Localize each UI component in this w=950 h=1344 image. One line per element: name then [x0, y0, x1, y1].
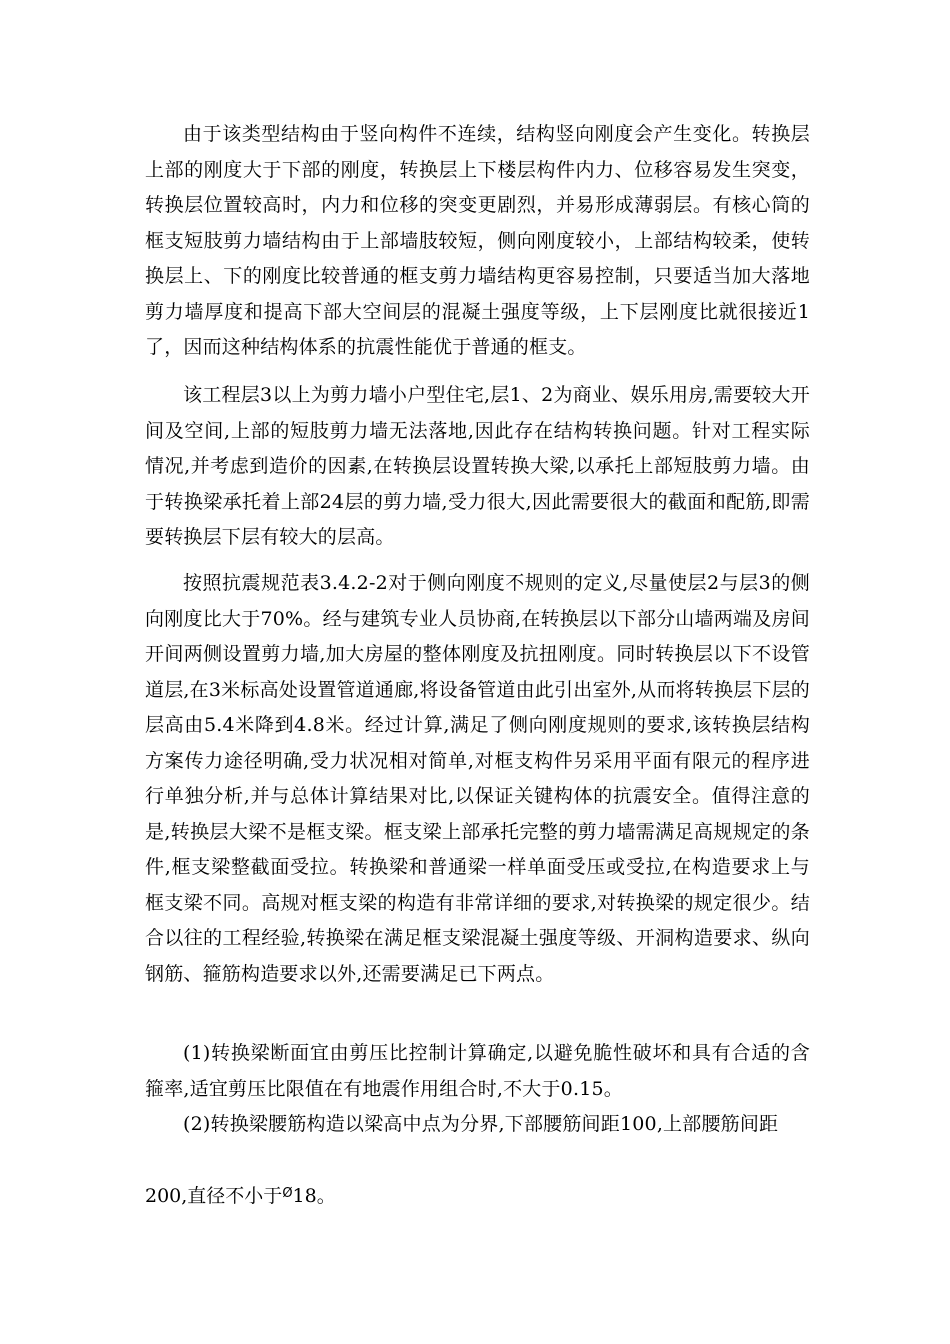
tail-text-end: 18。: [292, 1185, 336, 1207]
paragraph-project-overview: 该工程层3以上为剪力墙小户型住宅,层1、2为商业、娱乐用房,需要较大开间及空间,上部的短肢剪力墙无法落地,因此存在结构转换问题。针对工程实际情况,并考虑到造价的因素,在转换层设置转换大梁,以承托上部短肢剪力墙。由于转换梁承托着上部24层的剪力墙,受力很大,因此需要很大的截面和配筋,即需要转换层下层有较大的层高。: [145, 384, 810, 548]
paragraph-point-1: (1)转换梁断面宜由剪压比控制计算确定,以避免脆性破坏和具有合适的含箍率,适宜剪压比限值在有地震作用组合时,不大于0.15。: [145, 1042, 810, 1100]
tail-text-start: 200,直径不小于: [145, 1185, 283, 1207]
paragraph-structure-stiffness: 由于该类型结构由于竖向构件不连续，结构竖向刚度会产生变化。转换层上部的刚度大于下部的刚度，转换层上下楼层构件内力、位移容易发生突变，转换层位置较高时，内力和位移的突变更剧烈，并易形成薄弱层。有核心筒的框支短肢剪力墙结构由于上部墙肢较短，侧向刚度较小，上部结构较柔，使转换层上、下的刚度比较普通的框支剪力墙结构更容易控制，只要适当加大落地剪力墙厚度和提高下部大空间层的混凝土强度等级，上下层刚度比就很接近1了，因而这种结构体系的抗震性能优于普通的框支。: [145, 123, 810, 358]
paragraph-point-2-continuation: [145, 1176, 810, 1215]
paragraph-point-2: (2)转换梁腰筋构造以梁高中点为分界,下部腰筋间距100,上部腰筋间距: [183, 1113, 779, 1135]
diameter-symbol: Ø: [282, 1186, 293, 1201]
paragraph-seismic-code: 按照抗震规范表3.4.2-2对于侧向刚度不规则的定义,尽量使层2与层3的侧向刚度比大于70%。经与建筑专业人员协商,在转换层以下部分山墙两端及房间开间两侧设置剪力墙,加大房屋的整体刚度及抗扭刚度。同时转换层以下不设管道层,在3米标高处设置管道通廊,将设备管道由此引出室外,从而将转换层下层的层高由5.4米降到4.8米。经过计算,满足了侧向刚度规则的要求,该转换层结构方案传力途径明确,受力状况相对简单,对框支构件另采用平面有限元的程序进行单独分析,并与总体计算结果对比,以保证关键构体的抗震安全。值得注意的是,转换层大梁不是框支梁。框支梁上部承托完整的剪力墙需满足高规规定的条件,框支梁整截面受拉。转换梁和普通梁一样单面受压或受拉,在构造要求上与框支梁不同。高规对框支梁的构造有非常详细的要求,对转换梁的规定很少。结合以往的工程经验,转换梁在满足框支梁混凝土强度等级、开洞构造要求、纵向钢筋、箍筋构造要求以外,还需要满足已下两点。: [145, 572, 810, 985]
